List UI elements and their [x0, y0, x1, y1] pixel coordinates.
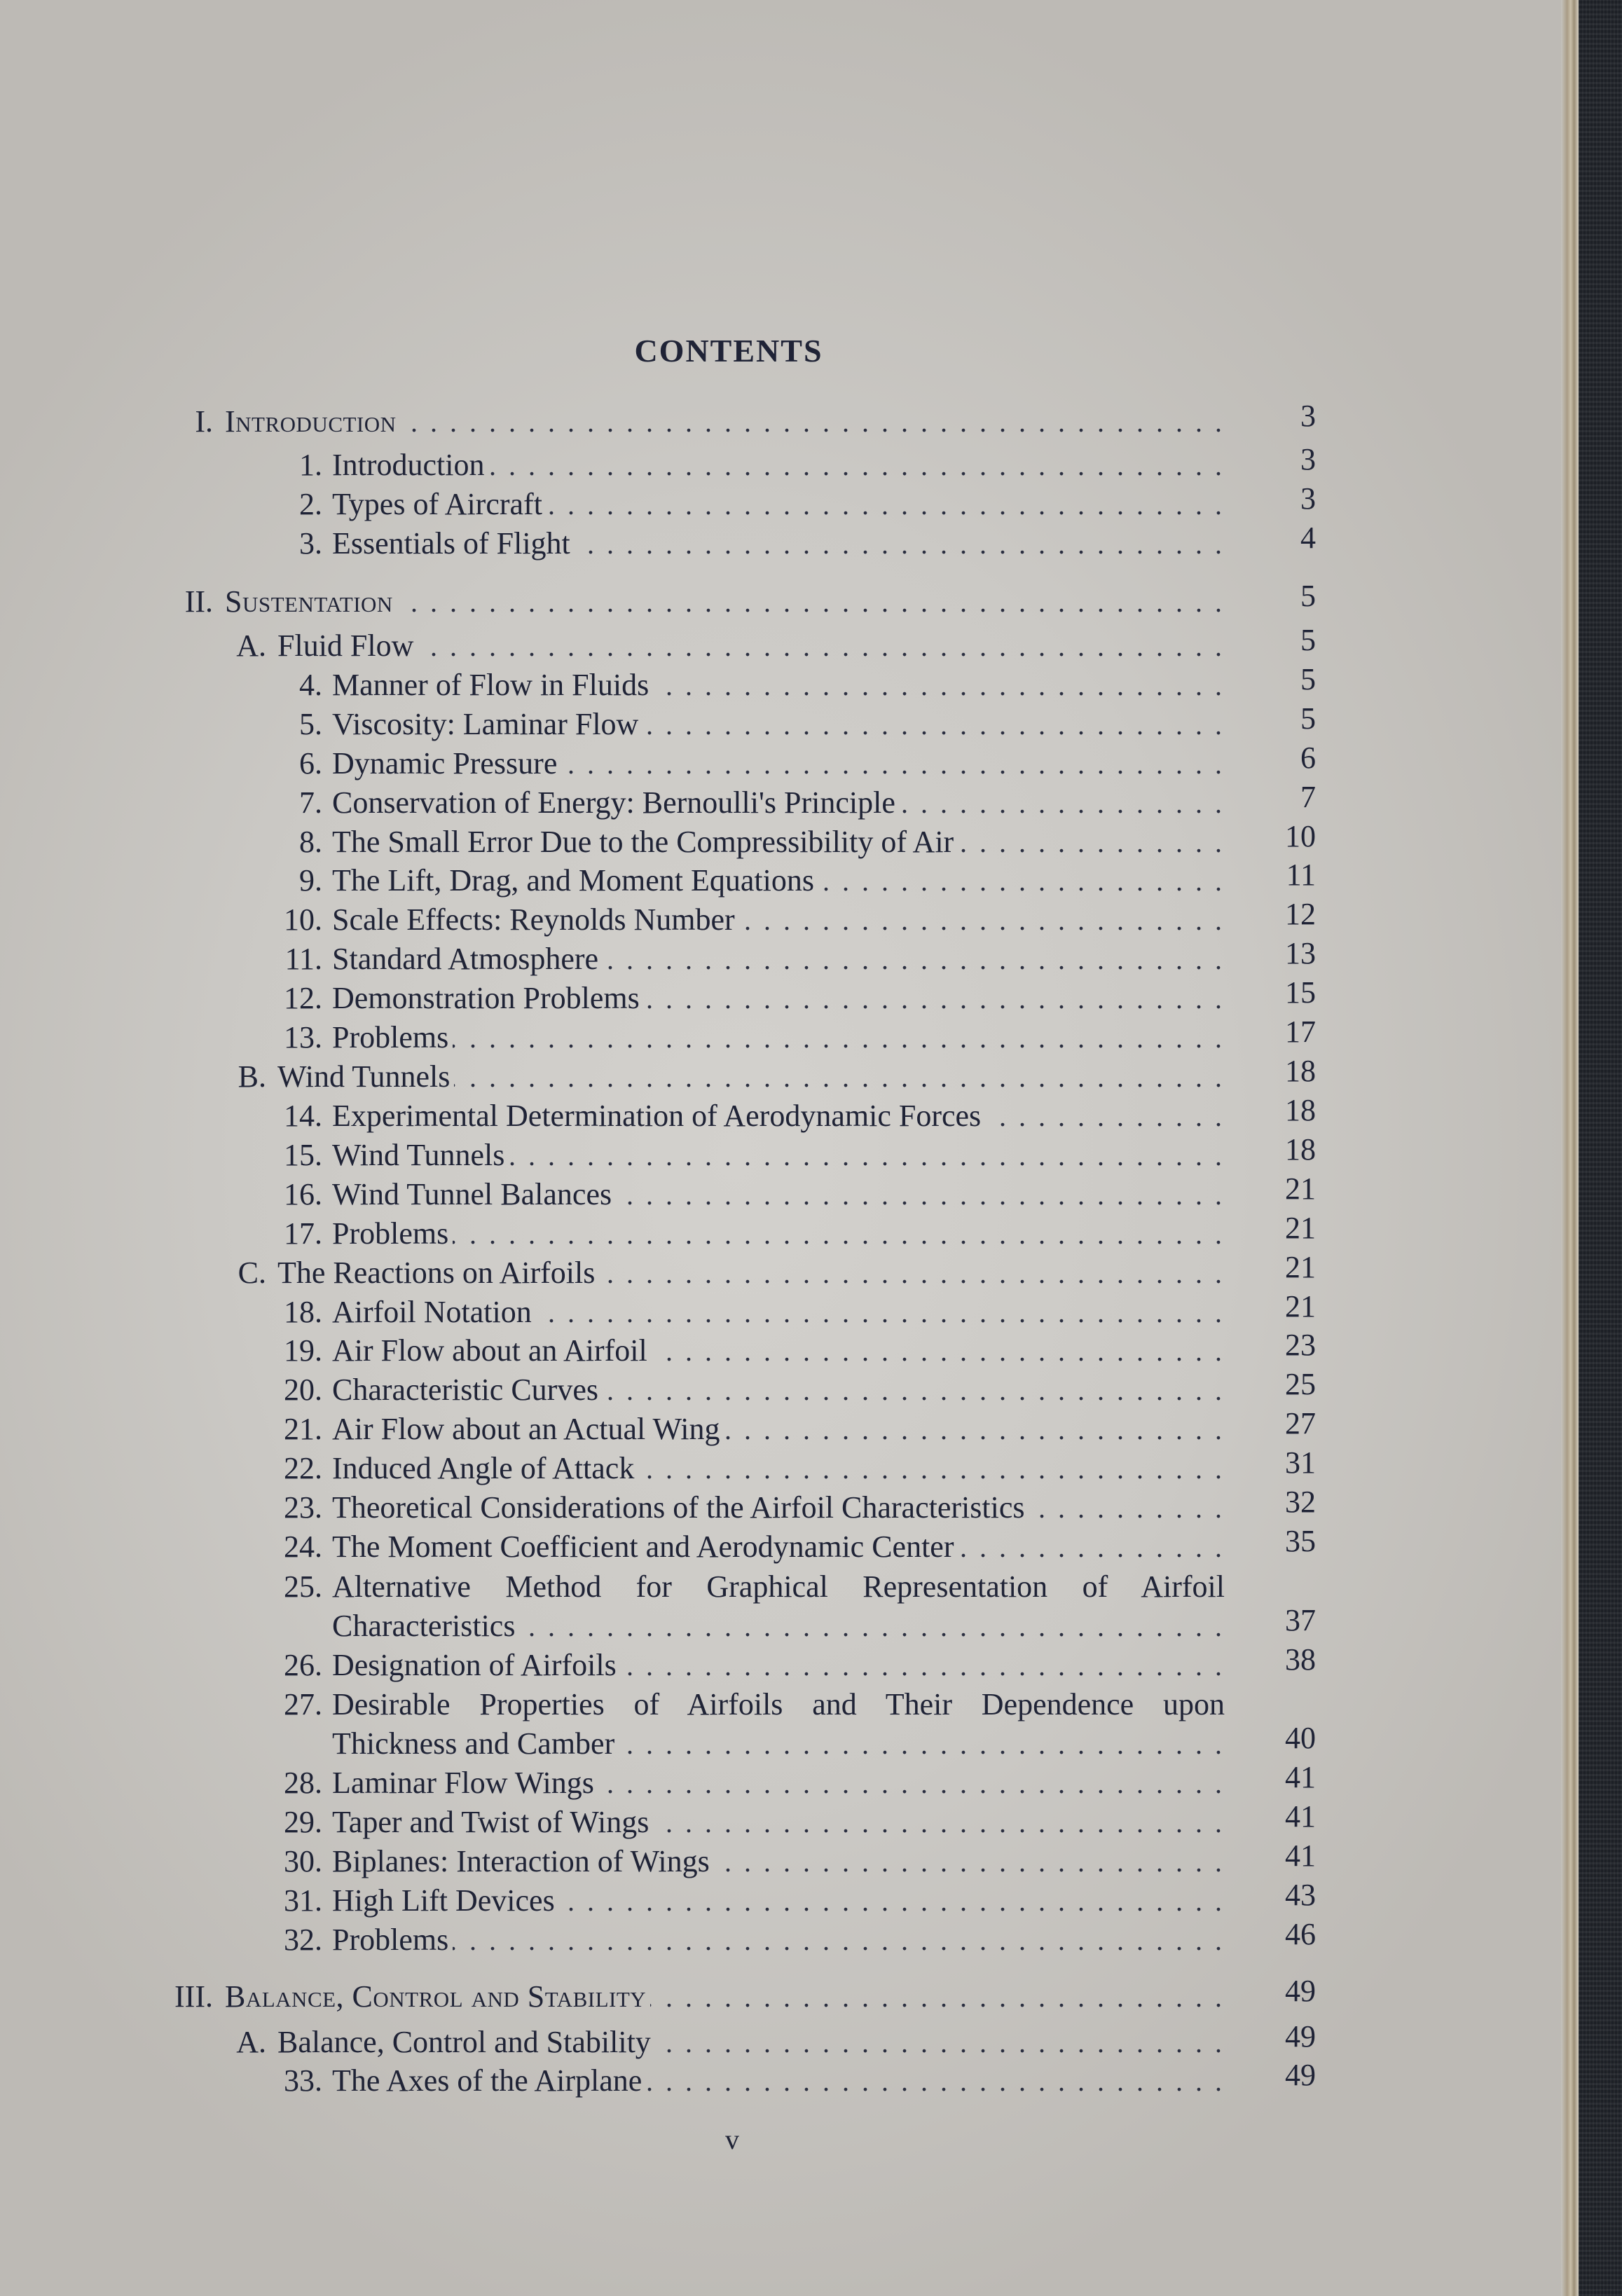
dot-leader: [653, 1803, 1225, 1843]
toc-label: Problems: [332, 1216, 449, 1251]
toc-label: Wind Tunnels: [277, 1059, 451, 1094]
toc-number: 26.: [284, 1648, 322, 1682]
dot-leader: [489, 446, 1225, 486]
toc-number: 4.: [299, 668, 322, 702]
toc-page-number: 41: [1285, 1799, 1316, 1834]
toc-section-row[interactable]: [0, 521, 1579, 563]
toc-number: 14.: [284, 1099, 322, 1133]
dot-leader: [650, 1978, 1225, 2017]
toc-label: The Axes of the Airplane: [332, 2063, 642, 2098]
dot-leader: [638, 1450, 1225, 1489]
toc-page-number: 15: [1285, 975, 1316, 1010]
toc-chapter-row[interactable]: [0, 2019, 1579, 2062]
toc-label: Induced Angle of Attack: [332, 1451, 635, 1485]
dot-leader: [646, 2062, 1225, 2101]
toc-section-row[interactable]: [0, 1093, 1579, 1136]
toc-number: 32.: [284, 1923, 322, 1957]
toc-number: 1.: [299, 448, 322, 482]
toc-label: Air Flow about an Actual Wing: [332, 1412, 720, 1446]
toc-section-row[interactable]: [0, 442, 1579, 485]
dot-leader: [818, 862, 1225, 901]
toc-page-number: 21: [1285, 1171, 1316, 1206]
toc-number: 18.: [284, 1295, 322, 1329]
toc-number: 19.: [284, 1333, 322, 1368]
toc-number: 5.: [299, 707, 322, 741]
toc-label: Demonstration Problems: [332, 981, 640, 1015]
toc-number: 24.: [284, 1529, 322, 1564]
toc-page-number: 10: [1285, 819, 1316, 853]
toc-section-row[interactable]: [0, 1406, 1579, 1449]
toc-label: Problems: [332, 1020, 449, 1054]
toc-page-number: 12: [1285, 897, 1316, 931]
dot-leader: [561, 745, 1225, 784]
toc-page-number: 41: [1285, 1838, 1316, 1873]
dot-leader: [900, 784, 1225, 823]
toc-page-number: 21: [1285, 1250, 1316, 1284]
toc-label: Viscosity: Laminar Flow: [332, 707, 639, 741]
toc-chapter-row[interactable]: [0, 1250, 1579, 1293]
toc-label: Sustentation: [225, 584, 393, 619]
toc-label: Desirable Properties of Airfoils and Their Dependence upon: [332, 1687, 1225, 1721]
toc-label: Theoretical Considerations of the Airfoil Characteristics: [332, 1490, 1025, 1525]
toc-section-row[interactable]: [0, 1445, 1579, 1488]
page-title: CONTENTS: [634, 333, 823, 369]
toc-page-number: 49: [1285, 2058, 1316, 2092]
toc-label: Balance, Control and Stability: [277, 2025, 651, 2059]
toc-number: 10.: [284, 902, 322, 937]
toc-label: Types of Aircraft: [332, 487, 542, 521]
dot-leader: [958, 823, 1225, 862]
toc-number: 25.: [284, 1569, 322, 1604]
toc-number: 3.: [299, 526, 322, 561]
dot-leader: [958, 1528, 1225, 1567]
toc-label: Characteristic Curves: [332, 1373, 598, 1407]
toc-number: 16.: [284, 1177, 322, 1211]
toc-part-row[interactable]: [0, 399, 1579, 441]
toc-section-row[interactable]: [0, 1567, 1579, 1607]
toc-number: 7.: [299, 785, 322, 820]
dot-leader: [454, 1058, 1225, 1097]
toc-label: Wind Tunnel Balances: [332, 1177, 612, 1211]
toc-number: 13.: [284, 1020, 322, 1054]
toc-section-row[interactable]: [0, 1760, 1579, 1803]
toc-section-continuation[interactable]: [0, 1603, 1579, 1646]
toc-label: Air Flow about an Airfoil: [332, 1333, 647, 1368]
toc-page-number: 37: [1285, 1603, 1316, 1637]
toc-number: 6.: [299, 746, 322, 781]
toc-label: Taper and Twist of Wings: [332, 1805, 650, 1839]
dot-leader: [599, 1254, 1225, 1293]
dot-leader: [616, 1176, 1225, 1215]
page-folio: v: [725, 2124, 739, 2155]
toc-page-number: 25: [1285, 1367, 1316, 1401]
dot-leader: [644, 979, 1225, 1019]
toc-page-number: 18: [1285, 1093, 1316, 1127]
toc-label: Airfoil Notation: [332, 1295, 532, 1329]
toc-number: A.: [236, 628, 266, 663]
toc-section-row[interactable]: [0, 819, 1579, 862]
toc-number: B.: [238, 1059, 266, 1094]
toc-label: Laminar Flow Wings: [332, 1766, 594, 1800]
dot-leader: [519, 1607, 1225, 1647]
dot-leader: [397, 583, 1225, 622]
toc-label: Conservation of Energy: Bernoulli's Principle: [332, 785, 895, 820]
toc-label: The Lift, Drag, and Moment Equations: [332, 863, 814, 898]
toc-page-number: 49: [1285, 2019, 1316, 2054]
dot-leader: [621, 1647, 1225, 1686]
toc-section-row[interactable]: [0, 1171, 1579, 1214]
dot-leader: [652, 1332, 1225, 1371]
toc-label: Balance, Control and Stability: [225, 1979, 647, 2014]
dot-leader: [653, 666, 1225, 706]
toc-label: Essentials of Flight: [332, 526, 570, 561]
toc-label: Problems: [332, 1923, 449, 1957]
dot-leader: [714, 1843, 1225, 1882]
toc-page-number: 38: [1285, 1642, 1316, 1677]
toc-number: 33.: [284, 2063, 322, 2098]
toc-page-number: 3: [1300, 481, 1316, 516]
toc-page-number: 3: [1300, 442, 1316, 476]
toc-page-number: 5: [1300, 623, 1316, 657]
toc-page-number: 43: [1285, 1878, 1316, 1912]
toc-page-number: 4: [1300, 521, 1316, 555]
toc-page-number: 17: [1285, 1015, 1316, 1049]
toc-label-continuation: Characteristics: [332, 1609, 516, 1643]
dot-leader: [655, 2023, 1225, 2063]
toc-number: 22.: [284, 1451, 322, 1485]
toc-part-row[interactable]: [0, 1974, 1579, 2016]
toc-page-number: 13: [1285, 936, 1316, 970]
toc-section-row[interactable]: [0, 481, 1579, 524]
toc-number: 31.: [284, 1883, 322, 1918]
dot-leader: [739, 901, 1225, 940]
toc-section-row[interactable]: [0, 1685, 1579, 1724]
toc-section-row[interactable]: [0, 897, 1579, 940]
toc-page-number: 46: [1285, 1917, 1316, 1951]
toc-label: Introduction: [332, 448, 485, 482]
dot-leader: [619, 1725, 1225, 1764]
toc-section-row[interactable]: [0, 1799, 1579, 1842]
dot-leader: [559, 1882, 1225, 1921]
book-binding: [1579, 0, 1622, 2296]
toc-label: Manner of Flow in Fluids: [332, 668, 650, 702]
dot-leader: [418, 627, 1225, 666]
dot-leader: [401, 403, 1225, 442]
dot-leader: [985, 1097, 1225, 1136]
toc-label: Standard Atmosphere: [332, 942, 599, 976]
toc-label: Dynamic Pressure: [332, 746, 558, 781]
toc-section-row[interactable]: [0, 1524, 1579, 1567]
toc-label: Alternative Method for Graphical Representation of Airfoil: [332, 1569, 1225, 1604]
toc-page-number: 49: [1285, 1974, 1316, 2008]
toc-page-number: 23: [1285, 1328, 1316, 1362]
toc-page-number: 32: [1285, 1485, 1316, 1519]
toc-chapter-row[interactable]: [0, 623, 1579, 666]
toc-label: Experimental Determination of Aerodynamic Forces: [332, 1099, 982, 1133]
toc-label-continuation: Thickness and Camber: [332, 1726, 615, 1761]
toc-section-row[interactable]: [0, 1917, 1579, 1960]
toc-section-row[interactable]: [0, 662, 1579, 705]
toc-label: Fluid Flow: [277, 628, 414, 663]
dot-leader: [509, 1136, 1225, 1176]
toc-label: Biplanes: Interaction of Wings: [332, 1844, 710, 1878]
dot-leader: [453, 1921, 1225, 1960]
toc-section-row[interactable]: [0, 1289, 1579, 1332]
toc-page-number: 3: [1300, 399, 1316, 433]
toc-number: 30.: [284, 1844, 322, 1878]
toc-section-row[interactable]: [0, 1132, 1579, 1175]
toc-label: The Reactions on Airfoils: [277, 1256, 596, 1290]
dot-leader: [598, 1764, 1225, 1803]
toc-page-number: 5: [1300, 579, 1316, 613]
toc-page-number: 35: [1285, 1524, 1316, 1558]
toc-label: Scale Effects: Reynolds Number: [332, 902, 735, 937]
toc-page-number: 40: [1285, 1721, 1316, 1755]
dot-leader: [453, 1019, 1225, 1058]
toc-label: High Lift Devices: [332, 1883, 555, 1918]
toc-number: 11.: [284, 942, 322, 976]
dot-leader: [1029, 1489, 1225, 1528]
toc-section-row[interactable]: [0, 936, 1579, 979]
toc-page-number: 27: [1285, 1406, 1316, 1441]
toc-label: The Moment Coefficient and Aerodynamic Center: [332, 1529, 954, 1564]
toc-page-number: 41: [1285, 1760, 1316, 1794]
toc-section-row[interactable]: [0, 1211, 1579, 1253]
toc-number: 15.: [284, 1138, 322, 1172]
toc-number: 27.: [284, 1687, 322, 1721]
toc-section-row[interactable]: [0, 858, 1579, 900]
toc-number: 8.: [299, 825, 322, 859]
toc-number: I.: [195, 404, 213, 439]
toc-number: III.: [174, 1979, 213, 2014]
toc-number: 20.: [284, 1373, 322, 1407]
toc-number: C.: [238, 1256, 266, 1290]
dot-leader: [575, 525, 1225, 564]
dot-leader: [603, 1371, 1225, 1410]
toc-section-row[interactable]: [0, 1328, 1579, 1370]
toc-section-row[interactable]: [0, 1485, 1579, 1527]
toc-page-number: 21: [1285, 1289, 1316, 1324]
toc-page-number: 21: [1285, 1211, 1316, 1245]
toc-section-row[interactable]: [0, 780, 1579, 823]
toc-section-row[interactable]: [0, 1878, 1579, 1920]
toc-number: II.: [184, 584, 213, 619]
toc-chapter-row[interactable]: [0, 1054, 1579, 1097]
toc-section-row[interactable]: [0, 2058, 1579, 2101]
toc-number: 23.: [284, 1490, 322, 1525]
dot-leader: [724, 1410, 1225, 1450]
toc-section-row[interactable]: [0, 1838, 1579, 1881]
toc-number: A.: [236, 2025, 266, 2059]
toc-page-number: 18: [1285, 1054, 1316, 1088]
toc-section-row[interactable]: [0, 741, 1579, 783]
toc-label: Designation of Airfoils: [332, 1648, 617, 1682]
toc-number: 28.: [284, 1766, 322, 1800]
toc-number: 2.: [299, 487, 322, 521]
dot-leader: [547, 486, 1225, 525]
toc-page-number: 5: [1300, 701, 1316, 736]
toc-section-row[interactable]: [0, 975, 1579, 1018]
toc-number: 21.: [284, 1412, 322, 1446]
toc-label: Introduction: [225, 404, 397, 439]
toc-section-row[interactable]: [0, 1367, 1579, 1410]
toc-page-number: 11: [1286, 858, 1316, 892]
dot-leader: [642, 706, 1225, 745]
toc-page-number: 6: [1300, 741, 1316, 775]
toc-part-row[interactable]: [0, 579, 1579, 621]
toc-section-row[interactable]: [0, 1015, 1579, 1057]
dot-leader: [536, 1293, 1225, 1333]
toc-number: 12.: [284, 981, 322, 1015]
toc-number: 29.: [284, 1805, 322, 1839]
dot-leader: [453, 1215, 1225, 1254]
toc-section-row[interactable]: [0, 1642, 1579, 1685]
toc-page-number: 5: [1300, 662, 1316, 696]
toc-label: The Small Error Due to the Compressibility of Air: [332, 825, 954, 859]
toc-page-number: 31: [1285, 1445, 1316, 1480]
toc-page-number: 18: [1285, 1132, 1316, 1167]
toc-section-continuation[interactable]: [0, 1721, 1579, 1764]
dot-leader: [603, 940, 1225, 979]
toc-number: 17.: [284, 1216, 322, 1251]
toc-page-number: 7: [1300, 780, 1316, 814]
toc-number: 9.: [299, 863, 322, 898]
toc-section-row[interactable]: [0, 701, 1579, 744]
toc-label: Wind Tunnels: [332, 1138, 505, 1172]
